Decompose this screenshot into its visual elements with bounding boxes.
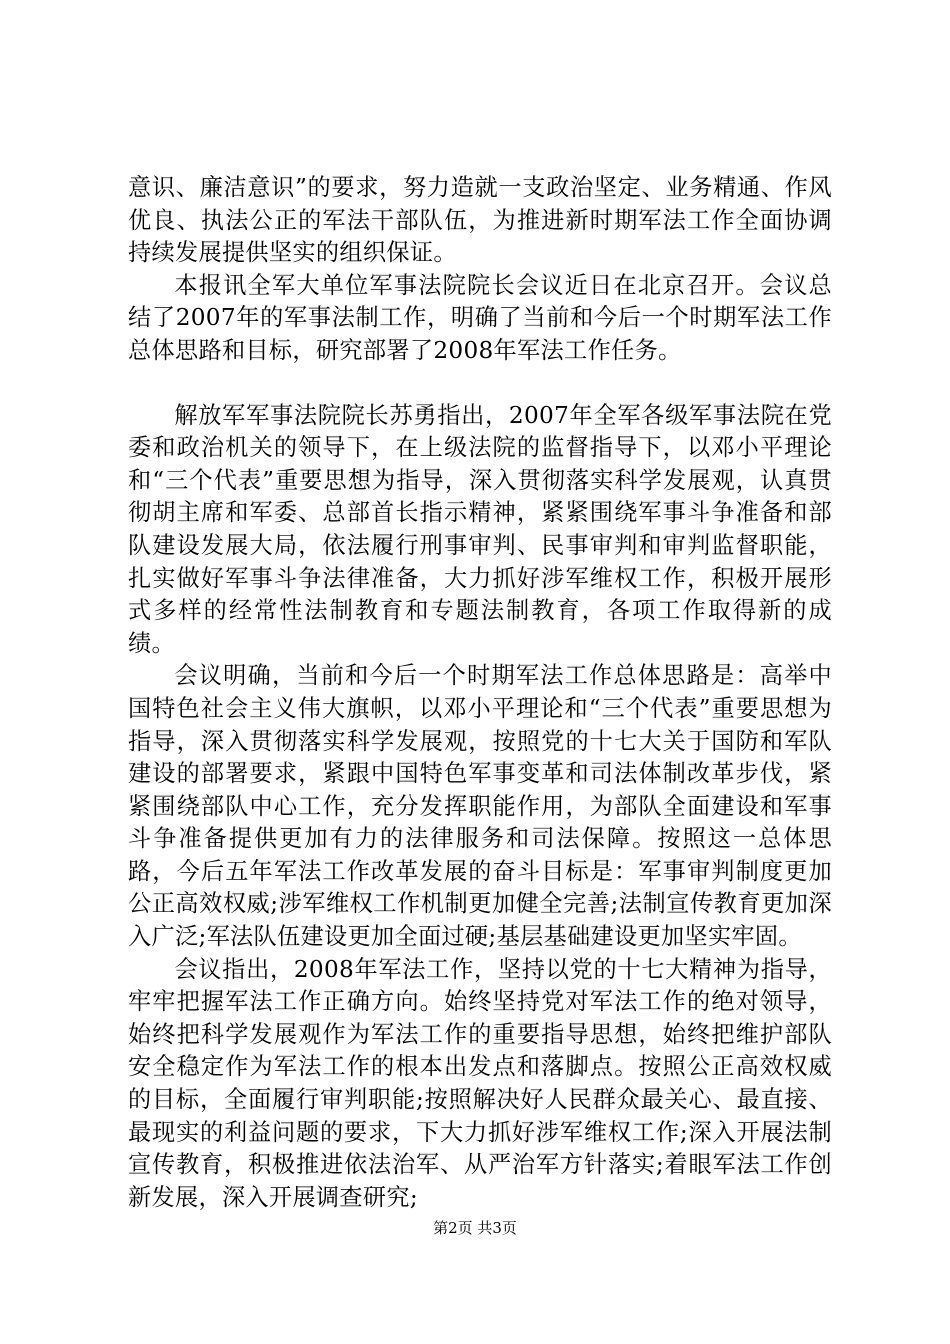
paragraph-overall-approach: 会议明确，当前和今后一个时期军法工作总体思路是：高举中国特色社会主义伟大旗帜，以邓小平理论和“三个代表”重要思想为指导，深入贯彻落实科学发展观，按照党的十七大关于国防和军队建设的部署要求，紧跟中国特色军事变革和司法体制改革步伐，紧紧围绕部队中心工作，充分发挥职能作用，为部队全面建设和军事斗争准备提供更加有力的法律服务和司法保障。按照这一总体思路，今后五年军法工作改革发展的奋斗目标是：军事审判制度更加公正高效权威;涉军维权工作机制更加健全完善;法制宣传教育更加深入广泛;军法队伍建设更加全面过硬;基层基础建设更加坚实牢固。	[128, 662, 832, 951]
page-footer: 第2页 共3页	[433, 1219, 517, 1237]
document-body	[128, 172, 832, 1214]
paragraph-2008-work: 会议指出，2008年军法工作，坚持以党的十七大精神为指导，牢牢把握军法工作正确方向。始终坚持党对军法工作的绝对领导，始终把科学发展观作为军法工作的重要指导思想，始终把维护部队安全稳定作为军法工作的根本出发点和落脚点。按照公正高效权威的目标，全面履行审判职能;按照解决好人民群众最关心、最直接、最现实的利益问题的要求，下大力抓好涉军维权工作;深入开展法制宣传教育，积极推进依法治军、从严治军方针落实;着眼军法工作创新发展，深入开展调查研究;	[128, 955, 832, 1211]
paragraph-president-remarks: 解放军军事法院院长苏勇指出，2007年全军各级军事法院在党委和政治机关的领导下，在上级法院的监督指导下，以邓小平理论和“三个代表”重要思想为指导，深入贯彻落实科学发展观，认真贯彻胡主席和军委、总部首长指示精神，紧紧围绕军事斗争准备和部队建设发展大局，依法履行刑事审判、民事审判和审判监督职能，扎实做好军事斗争法律准备，大力抓好涉军维权工作，积极开展形式多样的经常性法制教育和专题法制教育，各项工作取得新的成绩。	[128, 401, 832, 657]
paragraph-continuation: 意识、廉洁意识”的要求，努力造就一支政治坚定、业务精通、作风优良、执法公正的军法干部队伍，为推进新时期军法工作全面协调持续发展提供坚实的组织保证。	[128, 174, 832, 267]
paragraph-news-intro: 本报讯全军大单位军事法院院长会议近日在北京召开。会议总结了2007年的军事法制工作，明确了当前和今后一个时期军法工作总体思路和目标，研究部署了2008年军法工作任务。	[128, 271, 832, 364]
